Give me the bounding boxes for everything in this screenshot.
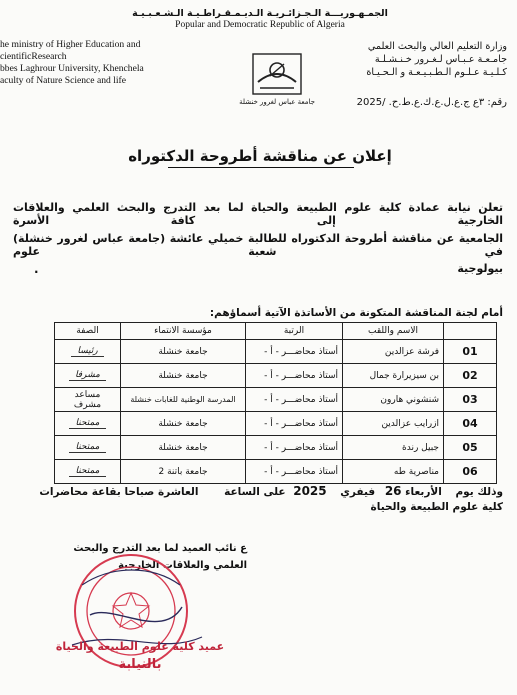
member-role: رئيسا (71, 346, 103, 357)
committee-table (54, 322, 497, 484)
day-number: 26 (384, 484, 402, 498)
faculty-line-en: aculty of Nature Science and life (0, 75, 126, 86)
member-name: بن سيزيرارة جمال (343, 364, 444, 388)
table-row (55, 460, 497, 484)
announcement-text-end: . (34, 262, 39, 276)
title-underline (168, 167, 354, 168)
announcement-text-line-2: الجامعية عن مناقشة أطروحة الدكتوراه للطالبة خميلي عائشة (جامعة عباس لغرور خنشلة) في شعبة علوم (13, 232, 503, 258)
header-institution: مؤسسة الانتماء (121, 323, 246, 340)
header-rank: الرتبة (246, 323, 343, 340)
university-line-en: bbes Laghrour University, Khenchela (0, 63, 144, 74)
faculty-line-ar: كـلـيـة عـلـوم الـطـبـيـعـة و الـحـيـاة (366, 67, 507, 78)
member-institution: جامعة خنشلة (121, 364, 246, 388)
table-row (55, 388, 497, 412)
member-role: ممتحنا (69, 466, 105, 477)
row-number: 03 (444, 388, 497, 412)
date-prefix: وذلك يوم (455, 486, 503, 498)
member-institution: جامعة خنشلة (121, 436, 246, 460)
reference-number: رقم: ٣ع ج.ع.ل.ع.ك.ع.ط.ح. /2025 (356, 97, 507, 108)
member-name: جبيل رندة (343, 436, 444, 460)
member-role-cell (55, 340, 121, 364)
member-institution: جامعة باتنة 2 (121, 460, 246, 484)
member-institution: جامعة خنشلة (121, 340, 246, 364)
row-number: 06 (444, 460, 497, 484)
member-role-cell (55, 412, 121, 436)
dean-title: عميد كلية علوم الطبيعة والحياة (55, 640, 225, 653)
university-line-ar: جامـعـة عـبـاس لـغـرور خـنـشـلـة (374, 54, 507, 65)
by-proxy: بالنيابة (118, 657, 162, 672)
time-and-room: العاشرة صباحا بقاعة محاضرات (39, 486, 199, 498)
announcement-title: إعلان عن مناقشة أطروحة الدكتوراه (128, 147, 392, 165)
member-role: ممتحنا (69, 418, 105, 429)
university-logo-icon (250, 52, 304, 96)
member-rank: أستاذ محاضـــر - أ - (246, 460, 343, 484)
committee-intro: أمام لجنة المناقشة المتكونة من الأساتذة الآتية أسماؤهم: (209, 307, 503, 319)
header-role: الصفة (55, 323, 121, 340)
republic-title-english: Popular and Democratic Republic of Algeria (175, 20, 345, 30)
member-name: ازرايب عزالدين (343, 412, 444, 436)
year: 2025 (293, 484, 327, 498)
member-rank: أستاذ محاضـــر - أ - (246, 412, 343, 436)
defense-date-line (39, 484, 503, 498)
header-name: الاسم واللقب (343, 323, 444, 340)
signature-line-2: العلمي والعلاقات الخارجية (118, 560, 247, 571)
logo-caption: جامعة عباس لغرور خنشلة (239, 98, 315, 106)
stamp-caption (55, 640, 225, 672)
signature-line-1: ع نائب العميد لما بعد التدرج والبحث (73, 543, 247, 554)
row-number: 04 (444, 412, 497, 436)
table-row (55, 412, 497, 436)
announcement-text-line-3: بيولوجية (457, 262, 503, 275)
member-name: شنشوني هارون (343, 388, 444, 412)
member-role: مشرفا (69, 370, 106, 381)
row-number: 02 (444, 364, 497, 388)
member-institution: المدرسة الوطنية للغابات خنشلة (121, 388, 246, 412)
table-row (55, 436, 497, 460)
defense-faculty: كلية علوم الطبيعة والحياة (370, 501, 503, 513)
ministry-line-en: he ministry of Higher Education and (0, 39, 141, 50)
member-role-cell (55, 436, 121, 460)
weekday: الأربعاء (405, 486, 442, 498)
table-header-row (55, 323, 497, 340)
member-role-cell (55, 388, 121, 412)
member-role-cell (55, 460, 121, 484)
member-name: فرشة عزالدين (343, 340, 444, 364)
row-number: 01 (444, 340, 497, 364)
header-number (444, 323, 497, 340)
member-name: مناصرية طه (343, 460, 444, 484)
table-row (55, 340, 497, 364)
ministry-line-ar: وزارة التعليم العالي والبحث العلمي (367, 41, 507, 52)
month: فيفري (340, 486, 376, 498)
member-rank: أستاذ محاضـــر - أ - (246, 364, 343, 388)
member-role: مساعد مشرف (73, 389, 102, 410)
research-line-en: cientificResearch (0, 51, 67, 62)
member-role: ممتحنا (69, 442, 105, 453)
member-rank: أستاذ محاضـــر - أ - (246, 436, 343, 460)
row-number: 05 (444, 436, 497, 460)
republic-title-arabic: الجمـهـوريـــة الـجـزائـريـة الـديـمـقـراطـيـة الـشـعـبـيـة (132, 8, 388, 19)
member-rank: أستاذ محاضـــر - أ - (246, 388, 343, 412)
member-rank: أستاذ محاضـــر - أ - (246, 340, 343, 364)
member-role-cell (55, 364, 121, 388)
table-row (55, 364, 497, 388)
time-prefix: على الساعة (224, 486, 286, 498)
member-institution: جامعة خنشلة (121, 412, 246, 436)
announcement-text-line-1: تعلن نيابة عمادة كلية علوم الطبيعة والحياة لما بعد التدرج والبحث العلمي والعلاقات الخارجية إلى كافة الأسرة (13, 201, 503, 227)
